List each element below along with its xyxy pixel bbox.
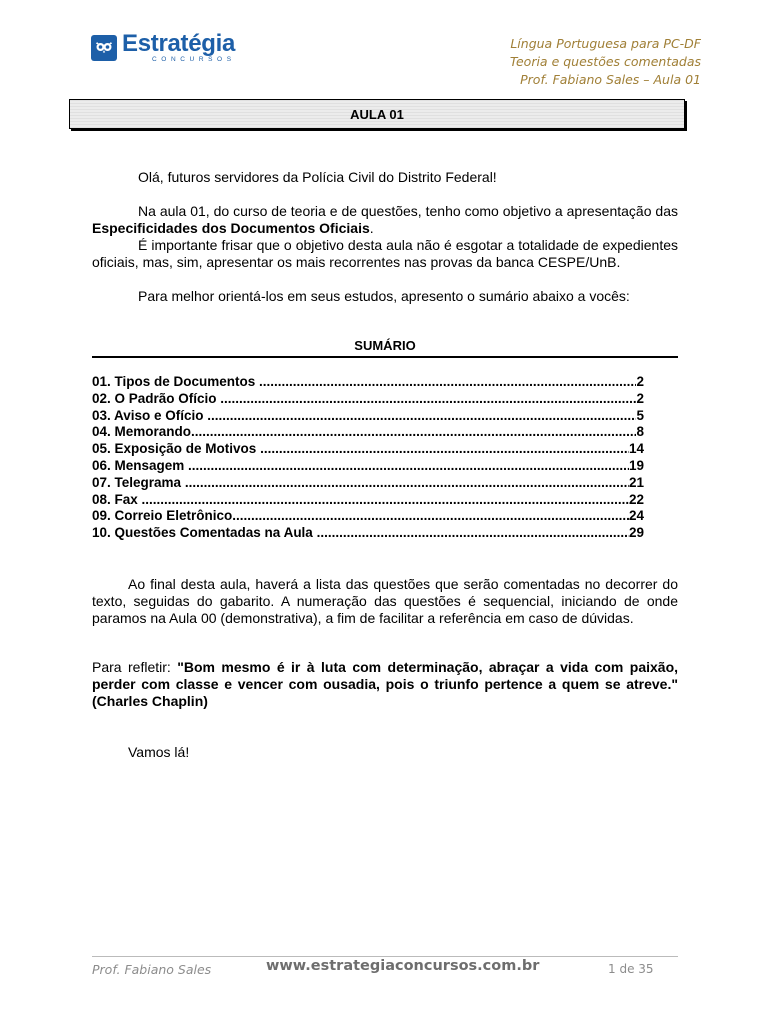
course-header bbox=[510, 35, 701, 89]
intro-p1-bold: Especificidades dos Documentos Oficiais bbox=[92, 220, 370, 236]
logo-name: Estratégia bbox=[122, 30, 236, 58]
toc-leader-dots bbox=[259, 374, 636, 391]
toc-entry[interactable] bbox=[92, 441, 644, 458]
toc-entry-title: 03. Aviso e Ofício bbox=[92, 407, 208, 423]
footer-divider bbox=[92, 956, 678, 957]
lesson-title: AULA 01 bbox=[350, 106, 404, 122]
toc-entry-title: 01. Tipos de Documentos bbox=[92, 374, 260, 389]
footer-website-link[interactable]: www.estrategiaconcursos.com.br bbox=[266, 958, 540, 974]
summary-title: SUMÁRIO bbox=[354, 338, 416, 353]
logo-subtitle: CONCURSOS bbox=[152, 56, 236, 64]
reflection-paragraph bbox=[92, 659, 678, 710]
toc-entry-title: 02. O Padrão Ofício bbox=[92, 390, 221, 406]
farewell: Vamos lá! bbox=[128, 744, 190, 760]
toc-entry[interactable] bbox=[92, 458, 644, 475]
toc-leader-dots bbox=[232, 508, 629, 525]
intro-paragraph-3: Para melhor orientá-los em seus estudos, apresento o sumário abaixo a vocês: bbox=[138, 288, 630, 304]
table-of-contents bbox=[92, 374, 644, 542]
toc-leader-dots bbox=[260, 441, 629, 458]
toc-entry-page: 8 bbox=[636, 424, 644, 440]
closing-paragraph: Ao final desta aula, haverá a lista das questões que serão comentadas no decorrer do texto, seguidas do gabarito. A numeração das questões é sequencial, iniciando de onde paramos na Aula 00 (demonstrativa), a fim de facilitar a referência em caso de dúvidas. bbox=[92, 576, 678, 626]
reflection-label: Para refletir: bbox=[92, 659, 178, 675]
reflection-quote: "Bom mesmo é ir à luta com determinação, abraçar a vida com paixão, perder com classe e vencer com ousadia, pois o triunfo pertence a quem se atreve." (Charles Chaplin) bbox=[92, 659, 679, 709]
toc-leader-dots bbox=[220, 391, 636, 408]
toc-entry-title: 04. Memorando bbox=[92, 424, 192, 440]
toc-entry-page: 19 bbox=[628, 457, 644, 473]
intro-paragraph-1 bbox=[92, 203, 678, 237]
toc-entry-title: 05. Exposição de Motivos bbox=[92, 441, 261, 457]
lesson-title-box bbox=[69, 99, 685, 129]
course-lesson: Prof. Fabiano Sales – Aula 01 bbox=[520, 72, 701, 87]
toc-entry-title: 06. Mensagem bbox=[92, 457, 189, 473]
toc-entry-title: 07. Telegrama bbox=[92, 474, 185, 490]
course-title: Língua Portuguesa para PC-DF bbox=[510, 36, 701, 51]
toc-leader-dots bbox=[142, 492, 629, 509]
toc-entry-title: 09. Correio Eletrônico bbox=[92, 508, 233, 524]
toc-entry-page: 2 bbox=[636, 374, 644, 389]
summary-divider bbox=[92, 356, 678, 358]
toc-entry[interactable] bbox=[92, 408, 644, 425]
toc-entry-page: 14 bbox=[628, 441, 644, 457]
toc-entry[interactable] bbox=[92, 475, 644, 492]
toc-leader-dots bbox=[185, 475, 629, 492]
course-subtitle: Teoria e questões comentadas bbox=[509, 54, 701, 69]
toc-entry-title: 10. Questões Comentadas na Aula bbox=[92, 525, 317, 541]
toc-entry-page: 2 bbox=[636, 390, 644, 406]
toc-leader-dots bbox=[207, 408, 636, 425]
toc-entry-page: 22 bbox=[628, 491, 644, 507]
footer-author: Prof. Fabiano Sales bbox=[92, 962, 212, 977]
toc-entry-page: 21 bbox=[628, 474, 644, 490]
toc-entry[interactable] bbox=[92, 374, 644, 391]
toc-entry[interactable] bbox=[92, 424, 644, 441]
toc-entry-page: 24 bbox=[628, 508, 644, 524]
intro-p1-text: Na aula 01, do curso de teoria e de questões, tenho como objetivo a apresentação das bbox=[138, 203, 678, 219]
toc-entry[interactable] bbox=[92, 492, 644, 509]
toc-entry[interactable] bbox=[92, 391, 644, 408]
owl-logo-icon bbox=[91, 35, 117, 61]
greeting: Olá, futuros servidores da Polícia Civil do Distrito Federal! bbox=[138, 169, 497, 185]
toc-leader-dots bbox=[317, 525, 629, 542]
toc-entry-page: 5 bbox=[636, 407, 644, 423]
footer-page-number: 1 de 35 bbox=[608, 962, 654, 976]
estrategia-logo bbox=[91, 30, 236, 64]
toc-entry[interactable] bbox=[92, 525, 644, 542]
intro-paragraph-2: É importante frisar que o objetivo desta aula não é esgotar a totalidade de expedientes oficiais, mas, sim, apresentar os mais recorrentes nas provas da banca CESPE/UnB. bbox=[92, 237, 678, 270]
intro-p1-end: . bbox=[369, 220, 374, 236]
toc-leader-dots bbox=[191, 424, 636, 441]
toc-entry[interactable] bbox=[92, 508, 644, 525]
toc-entry-title: 08. Fax bbox=[92, 491, 142, 507]
toc-entry-page: 29 bbox=[628, 525, 644, 541]
toc-leader-dots bbox=[188, 458, 629, 475]
